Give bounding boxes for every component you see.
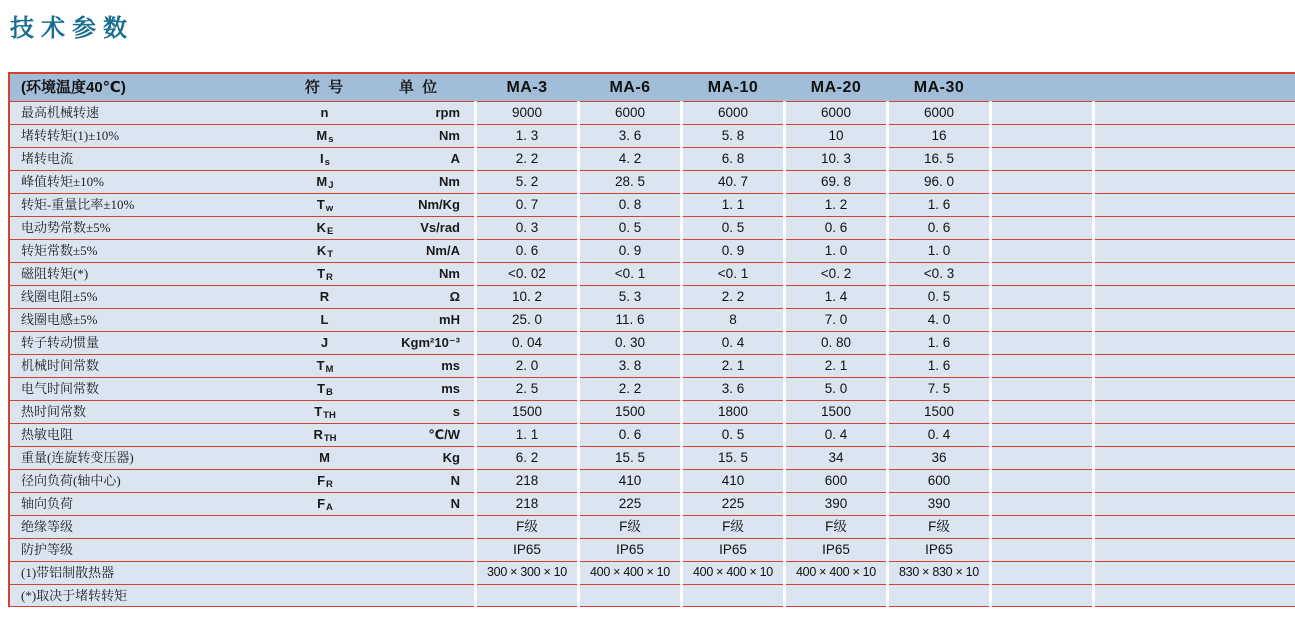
value-ma-30: 6000 <box>889 101 989 124</box>
value-ma-6: 4. 2 <box>580 147 680 170</box>
parameter-name: 转矩-重量比率±10% <box>21 197 135 212</box>
row-left-cell <box>10 561 474 584</box>
row-left-cell <box>10 239 474 262</box>
value-ma-10: F级 <box>683 515 783 538</box>
value-empty-column-1 <box>992 193 1092 216</box>
value-empty-column-2 <box>1095 262 1295 285</box>
parameter-name: 电动势常数±5% <box>21 220 111 235</box>
parameter-symbol <box>282 562 368 584</box>
value-empty-column-1 <box>992 239 1092 262</box>
value-ma-30: 1. 6 <box>889 193 989 216</box>
value-empty-column-2 <box>1095 469 1295 492</box>
table-row <box>10 515 1295 538</box>
parameter-symbol: TM <box>316 358 334 375</box>
parameter-name: 径向负荷(轴中心) <box>21 473 121 488</box>
value-empty-column-2 <box>1095 538 1295 561</box>
parameter-unit <box>368 562 474 584</box>
value-ma-3: 0. 04 <box>477 331 577 354</box>
value-ma-30: 1500 <box>889 400 989 423</box>
spec-table <box>8 72 1295 607</box>
header-ambient-condition: (环境温度40℃) <box>21 79 126 96</box>
value-ma-20: 400 × 400 × 10 <box>786 561 886 584</box>
value-ma-30: 16 <box>889 124 989 147</box>
value-ma-20: F级 <box>786 515 886 538</box>
value-ma-30 <box>889 584 989 607</box>
parameter-name: 峰值转矩±10% <box>21 174 104 189</box>
row-left-cell <box>10 101 474 124</box>
value-empty-column-1 <box>992 147 1092 170</box>
parameter-name: 磁阻转矩(*) <box>21 266 89 281</box>
value-empty-column-1 <box>992 400 1092 423</box>
value-empty-column-2 <box>1095 561 1295 584</box>
value-empty-column-1 <box>992 377 1092 400</box>
row-left-cell <box>10 147 474 170</box>
value-ma-10: 225 <box>683 492 783 515</box>
header-model-ma-3: MA-3 <box>506 79 548 96</box>
parameter-unit: N <box>450 473 460 488</box>
value-ma-20: 0. 80 <box>786 331 886 354</box>
value-ma-20: 1. 2 <box>786 193 886 216</box>
value-ma-10: 6000 <box>683 101 783 124</box>
parameter-unit: Vs/rad <box>420 220 460 235</box>
value-empty-column-1 <box>992 124 1092 147</box>
value-ma-6: 6000 <box>580 101 680 124</box>
value-ma-10: 5. 8 <box>683 124 783 147</box>
table-row <box>10 308 1295 331</box>
value-ma-20: 6000 <box>786 101 886 124</box>
table-row <box>10 561 1295 584</box>
value-empty-column-1 <box>992 469 1092 492</box>
table-body <box>10 101 1295 607</box>
table-row <box>10 216 1295 239</box>
parameter-name: (*)取决于堵转转矩 <box>21 588 128 603</box>
value-ma-20: 34 <box>786 446 886 469</box>
value-empty-column-1 <box>992 216 1092 239</box>
value-ma-3: IP65 <box>477 538 577 561</box>
row-left-cell <box>10 469 474 492</box>
parameter-unit: Nm/A <box>426 243 460 258</box>
value-ma-10: 0. 5 <box>683 216 783 239</box>
parameter-symbol: FA <box>317 496 333 513</box>
header-empty-column-2 <box>1095 74 1295 101</box>
row-left-cell <box>10 538 474 561</box>
row-left-cell <box>10 262 474 285</box>
value-ma-6: F级 <box>580 515 680 538</box>
parameter-unit <box>368 585 474 606</box>
value-ma-10: 1800 <box>683 400 783 423</box>
row-left-cell <box>10 584 474 607</box>
parameter-symbol: Tw <box>316 197 334 214</box>
value-ma-3: <0. 02 <box>477 262 577 285</box>
parameter-unit: A <box>450 151 460 166</box>
parameter-name: 电气时间常数 <box>21 381 100 396</box>
parameter-unit: N <box>450 496 460 511</box>
parameter-symbol: KT <box>316 243 334 260</box>
value-ma-20: 0. 6 <box>786 216 886 239</box>
table-row <box>10 423 1295 446</box>
value-ma-30: 96. 0 <box>889 170 989 193</box>
parameter-symbol: J <box>320 335 329 350</box>
row-left-cell <box>10 216 474 239</box>
value-ma-6: 0. 9 <box>580 239 680 262</box>
value-ma-10: 1. 1 <box>683 193 783 216</box>
value-empty-column-2 <box>1095 515 1295 538</box>
value-ma-3: 1. 3 <box>477 124 577 147</box>
parameter-symbol <box>282 539 368 561</box>
value-empty-column-2 <box>1095 124 1295 147</box>
value-empty-column-2 <box>1095 170 1295 193</box>
parameter-name: (1)带铝制散热器 <box>21 565 115 580</box>
page-title: 技术参数 <box>10 15 134 42</box>
value-empty-column-2 <box>1095 308 1295 331</box>
value-empty-column-1 <box>992 262 1092 285</box>
row-left-cell <box>10 308 474 331</box>
parameter-symbol: R <box>319 289 330 304</box>
row-left-cell <box>10 170 474 193</box>
value-ma-30: 16. 5 <box>889 147 989 170</box>
parameter-symbol: KE <box>316 220 334 237</box>
value-ma-30: IP65 <box>889 538 989 561</box>
value-ma-10: 6. 8 <box>683 147 783 170</box>
value-ma-20: 1. 0 <box>786 239 886 262</box>
value-ma-20: 10. 3 <box>786 147 886 170</box>
parameter-symbol <box>282 585 368 606</box>
value-ma-30: 0. 6 <box>889 216 989 239</box>
table-row <box>10 124 1295 147</box>
table-row <box>10 193 1295 216</box>
parameter-name: 热时间常数 <box>21 404 87 419</box>
parameter-symbol: TR <box>317 266 333 283</box>
parameter-name: 堵转电流 <box>21 151 74 166</box>
value-ma-6: 225 <box>580 492 680 515</box>
table-row <box>10 377 1295 400</box>
value-ma-10: 8 <box>683 308 783 331</box>
parameter-symbol: M <box>319 450 330 465</box>
value-empty-column-2 <box>1095 147 1295 170</box>
value-ma-3: F级 <box>477 515 577 538</box>
header-unit-column: 单 位 <box>398 79 440 96</box>
parameter-symbol: MJ <box>316 174 334 191</box>
value-ma-10: 15. 5 <box>683 446 783 469</box>
value-ma-20: 1500 <box>786 400 886 423</box>
value-empty-column-2 <box>1095 193 1295 216</box>
header-model-ma-20: MA-20 <box>810 79 862 96</box>
value-ma-6: 3. 8 <box>580 354 680 377</box>
parameter-name: 重量(连旋转变压器) <box>21 450 134 465</box>
table-row <box>10 239 1295 262</box>
value-empty-column-1 <box>992 308 1092 331</box>
parameter-symbol: Ms <box>316 128 334 145</box>
value-ma-6: 0. 5 <box>580 216 680 239</box>
value-ma-30: 1. 6 <box>889 354 989 377</box>
parameter-name: 线圈电感±5% <box>21 312 98 327</box>
table-row <box>10 400 1295 423</box>
parameter-symbol: Is <box>320 151 330 168</box>
value-ma-3: 300 × 300 × 10 <box>477 561 577 584</box>
parameter-symbol <box>282 516 368 538</box>
table-header-row <box>10 72 1295 101</box>
parameter-unit: Nm <box>439 128 460 143</box>
parameter-name: 热敏电阻 <box>21 427 74 442</box>
parameter-unit: Kg <box>442 450 460 465</box>
value-empty-column-1 <box>992 492 1092 515</box>
table-row <box>10 584 1295 607</box>
value-ma-3: 2. 5 <box>477 377 577 400</box>
value-empty-column-2 <box>1095 377 1295 400</box>
table-row <box>10 170 1295 193</box>
value-ma-10: IP65 <box>683 538 783 561</box>
value-ma-10: 40. 7 <box>683 170 783 193</box>
value-ma-3: 1. 1 <box>477 423 577 446</box>
value-empty-column-2 <box>1095 492 1295 515</box>
table-row <box>10 262 1295 285</box>
value-empty-column-2 <box>1095 400 1295 423</box>
value-empty-column-1 <box>992 584 1092 607</box>
value-empty-column-1 <box>992 170 1092 193</box>
value-ma-10 <box>683 584 783 607</box>
value-ma-20 <box>786 584 886 607</box>
value-ma-30: 1. 6 <box>889 331 989 354</box>
value-empty-column-1 <box>992 285 1092 308</box>
value-ma-30: 4. 0 <box>889 308 989 331</box>
value-ma-30: <0. 3 <box>889 262 989 285</box>
value-empty-column-1 <box>992 515 1092 538</box>
value-ma-10: <0. 1 <box>683 262 783 285</box>
value-ma-6: <0. 1 <box>580 262 680 285</box>
row-left-cell <box>10 377 474 400</box>
parameter-unit <box>368 539 474 561</box>
value-ma-6 <box>580 584 680 607</box>
value-ma-6: 410 <box>580 469 680 492</box>
table-row <box>10 331 1295 354</box>
header-model-ma-10: MA-10 <box>707 79 759 96</box>
value-ma-3: 2. 2 <box>477 147 577 170</box>
value-ma-10: 0. 4 <box>683 331 783 354</box>
parameter-unit: rpm <box>435 105 460 120</box>
value-ma-10: 0. 5 <box>683 423 783 446</box>
parameter-name: 转矩常数±5% <box>21 243 98 258</box>
parameter-unit: s <box>452 404 460 419</box>
value-ma-3: 9000 <box>477 101 577 124</box>
header-model-ma-30: MA-30 <box>913 79 965 96</box>
value-ma-10: 2. 2 <box>683 285 783 308</box>
value-ma-3: 10. 2 <box>477 285 577 308</box>
table-row <box>10 285 1295 308</box>
parameter-unit: Nm <box>439 266 460 281</box>
value-ma-20: 1. 4 <box>786 285 886 308</box>
value-ma-3: 0. 3 <box>477 216 577 239</box>
row-left-cell <box>10 354 474 377</box>
parameter-symbol: RTH <box>313 427 337 444</box>
header-symbol-column: 符 号 <box>304 79 346 96</box>
value-ma-6: 15. 5 <box>580 446 680 469</box>
value-empty-column-2 <box>1095 239 1295 262</box>
parameter-unit: Nm/Kg <box>418 197 460 212</box>
value-ma-3: 6. 2 <box>477 446 577 469</box>
value-empty-column-2 <box>1095 354 1295 377</box>
table-row <box>10 147 1295 170</box>
value-ma-6: 0. 30 <box>580 331 680 354</box>
value-ma-20: 7. 0 <box>786 308 886 331</box>
value-ma-6: 0. 8 <box>580 193 680 216</box>
parameter-unit: ms <box>441 358 460 373</box>
value-ma-10: 2. 1 <box>683 354 783 377</box>
value-ma-20: 10 <box>786 124 886 147</box>
table-row <box>10 354 1295 377</box>
value-ma-30: 36 <box>889 446 989 469</box>
value-empty-column-1 <box>992 101 1092 124</box>
parameter-unit: ms <box>441 381 460 396</box>
parameter-name: 线圈电阻±5% <box>21 289 98 304</box>
value-ma-10: 0. 9 <box>683 239 783 262</box>
row-left-cell <box>10 400 474 423</box>
value-ma-6: 5. 3 <box>580 285 680 308</box>
value-ma-20: 5. 0 <box>786 377 886 400</box>
value-ma-6: 400 × 400 × 10 <box>580 561 680 584</box>
parameter-symbol: n <box>320 105 329 120</box>
value-empty-column-1 <box>992 446 1092 469</box>
row-left-cell <box>10 193 474 216</box>
value-ma-30: 1. 0 <box>889 239 989 262</box>
row-left-cell <box>10 124 474 147</box>
value-ma-6: 0. 6 <box>580 423 680 446</box>
value-ma-3: 25. 0 <box>477 308 577 331</box>
value-ma-3: 0. 7 <box>477 193 577 216</box>
value-ma-3 <box>477 584 577 607</box>
parameter-unit: Nm <box>439 174 460 189</box>
value-ma-10: 400 × 400 × 10 <box>683 561 783 584</box>
value-ma-30: 600 <box>889 469 989 492</box>
value-ma-6: 2. 2 <box>580 377 680 400</box>
value-ma-30: 830 × 830 × 10 <box>889 561 989 584</box>
value-ma-30: 7. 5 <box>889 377 989 400</box>
row-left-cell <box>10 423 474 446</box>
value-ma-3: 218 <box>477 492 577 515</box>
parameter-symbol: FR <box>317 473 333 490</box>
value-ma-3: 5. 2 <box>477 170 577 193</box>
parameter-name: 最高机械转速 <box>21 105 100 120</box>
parameter-name: 堵转转矩(1)±10% <box>21 128 120 143</box>
value-empty-column-2 <box>1095 423 1295 446</box>
value-empty-column-1 <box>992 423 1092 446</box>
value-empty-column-2 <box>1095 216 1295 239</box>
table-row <box>10 538 1295 561</box>
value-empty-column-2 <box>1095 446 1295 469</box>
value-ma-20: 0. 4 <box>786 423 886 446</box>
table-row <box>10 469 1295 492</box>
value-ma-30: 0. 4 <box>889 423 989 446</box>
parameter-name: 轴向负荷 <box>21 496 74 511</box>
parameter-name: 转子转动惯量 <box>21 335 100 350</box>
value-ma-3: 1500 <box>477 400 577 423</box>
value-empty-column-1 <box>992 354 1092 377</box>
value-empty-column-2 <box>1095 584 1295 607</box>
value-empty-column-2 <box>1095 331 1295 354</box>
parameter-symbol: L <box>320 312 329 327</box>
table-row <box>10 492 1295 515</box>
value-ma-6: 28. 5 <box>580 170 680 193</box>
header-model-ma-6: MA-6 <box>609 79 651 96</box>
header-empty-column-1 <box>992 74 1092 101</box>
parameter-symbol: TB <box>317 381 333 398</box>
parameter-unit: ℃/W <box>428 427 460 442</box>
parameter-name: 机械时间常数 <box>21 358 100 373</box>
parameter-symbol: TTH <box>314 404 336 421</box>
value-ma-6: 3. 6 <box>580 124 680 147</box>
value-empty-column-1 <box>992 331 1092 354</box>
value-ma-10: 410 <box>683 469 783 492</box>
value-ma-30: 0. 5 <box>889 285 989 308</box>
parameter-name: 防护等级 <box>21 542 74 557</box>
table-row <box>10 101 1295 124</box>
value-ma-6: 11. 6 <box>580 308 680 331</box>
value-ma-20: <0. 2 <box>786 262 886 285</box>
value-empty-column-2 <box>1095 101 1295 124</box>
row-left-cell <box>10 331 474 354</box>
row-left-cell <box>10 515 474 538</box>
value-ma-20: 69. 8 <box>786 170 886 193</box>
parameter-unit: Ω <box>449 289 460 304</box>
value-ma-3: 218 <box>477 469 577 492</box>
value-ma-6: 1500 <box>580 400 680 423</box>
value-empty-column-1 <box>992 561 1092 584</box>
row-left-cell <box>10 492 474 515</box>
value-ma-10: 3. 6 <box>683 377 783 400</box>
value-ma-20: 390 <box>786 492 886 515</box>
header-left-cell <box>10 74 474 101</box>
row-left-cell <box>10 446 474 469</box>
value-ma-20: 2. 1 <box>786 354 886 377</box>
value-ma-3: 0. 6 <box>477 239 577 262</box>
value-empty-column-2 <box>1095 285 1295 308</box>
value-ma-30: 390 <box>889 492 989 515</box>
parameter-unit: mH <box>439 312 460 327</box>
value-ma-20: IP65 <box>786 538 886 561</box>
row-left-cell <box>10 285 474 308</box>
value-ma-6: IP65 <box>580 538 680 561</box>
value-ma-20: 600 <box>786 469 886 492</box>
value-empty-column-1 <box>992 538 1092 561</box>
table-row <box>10 446 1295 469</box>
parameter-unit <box>368 516 474 538</box>
value-ma-30: F级 <box>889 515 989 538</box>
parameter-name: 绝缘等级 <box>21 519 74 534</box>
parameter-unit: Kgm²10⁻³ <box>401 335 460 350</box>
value-ma-3: 2. 0 <box>477 354 577 377</box>
